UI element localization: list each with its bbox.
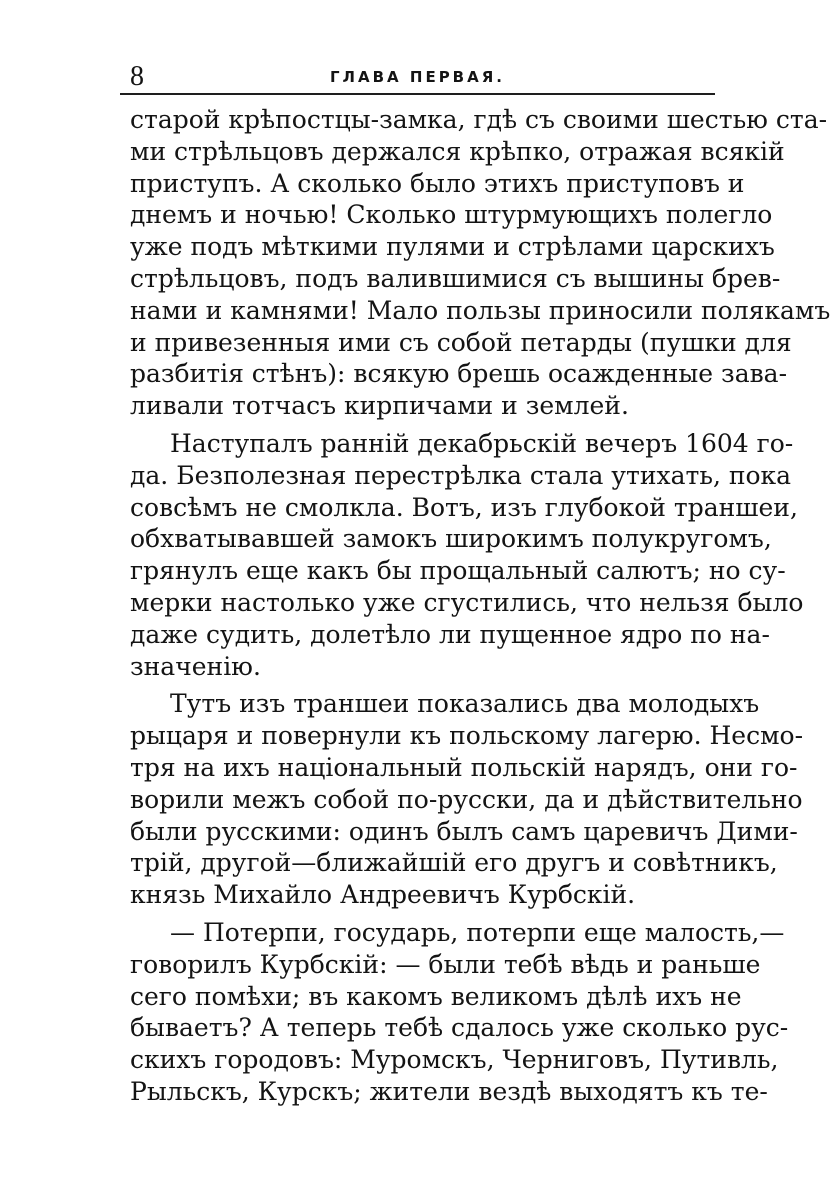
text-line: рыцаря и повернули къ польскому лагерю. Несмо- <box>130 721 804 751</box>
text-line: бываетъ? А теперь тебѣ сдалось уже сколько рус- <box>130 1013 789 1043</box>
text-line: — Потерпи, государь, потерпи еще малость,— <box>170 917 785 947</box>
paragraph <box>130 688 804 911</box>
page-number: 8 <box>130 61 144 92</box>
text-line: приступъ. А сколько было этихъ приступовъ и <box>130 168 745 198</box>
text-line: обхватывавшей замокъ широкимъ полукругомъ, <box>130 524 772 554</box>
text-line: мерки настолько уже сгустились, что нельзя было <box>130 587 804 617</box>
text-line: ливали тотчасъ кирпичами и землей. <box>130 391 629 421</box>
header-rule <box>120 93 715 95</box>
page-header <box>120 60 715 94</box>
text-line: да. Безполезная перестрѣлка стала утихать, пока <box>130 460 792 490</box>
paragraph <box>130 917 789 1108</box>
text-line: говорилъ Курбскій: — были тебѣ вѣдь и раньше <box>130 949 761 979</box>
text-line: ми стрѣльцовъ держался крѣпко, отражая всякій <box>130 136 785 166</box>
text-line: совсѣмъ не смолкла. Вотъ, изъ глубокой траншеи, <box>130 492 798 522</box>
text-line: были русскими: одинъ былъ самъ царевичъ Дими- <box>130 816 798 846</box>
text-line: тря на ихъ національный польскій нарядъ, они го- <box>130 752 798 782</box>
text-body <box>130 104 831 1108</box>
text-line: Тутъ изъ траншеи показались два молодыхъ <box>170 689 760 719</box>
text-line: и привезенныя ими съ собой петарды (пушки для <box>130 327 792 357</box>
text-line: грянулъ еще какъ бы прощальный салютъ; но су- <box>130 556 786 586</box>
text-line: старой крѣпостцы-замка, гдѣ съ своими шестью ста- <box>130 105 828 134</box>
text-line: Рыльскъ, Курскъ; жители вездѣ выходятъ къ те- <box>130 1076 768 1106</box>
text-line: трій, другой—ближайшій его другъ и совѣтникъ, <box>130 848 778 878</box>
text-line: стрѣльцовъ, подъ валившимися съ вышины брев- <box>130 263 781 293</box>
paragraph <box>130 104 831 422</box>
text-line: нами и камнями! Мало пользы приносили полякамъ <box>130 295 831 325</box>
text-line: уже подъ мѣткими пулями и стрѣлами царскихъ <box>130 232 775 262</box>
running-title: ГЛАВА ПЕРВАЯ. <box>330 68 505 86</box>
text-line: значенію. <box>130 651 261 681</box>
text-line: сего помѣхи; въ какомъ великомъ дѣлѣ ихъ не <box>130 981 742 1011</box>
text-line: даже судить, долетѣло ли пущенное ядро по на- <box>130 619 770 649</box>
text-line: скихъ городовъ: Муромскъ, Черниговъ, Путивль, <box>130 1045 779 1075</box>
text-line: днемъ и ночью! Сколько штурмующихъ полегло <box>130 200 773 230</box>
paragraph <box>130 428 804 682</box>
text-line: князь Михайло Андреевичъ Курбскій. <box>130 880 636 910</box>
text-line: Наступалъ ранній декабрьскій вечеръ 1604 го- <box>170 428 794 458</box>
text-line: ворили межъ собой по-русски, да и дѣйствительно <box>130 784 803 814</box>
text-line: разбитія стѣнъ): всякую брешь осажденные зава- <box>130 359 788 389</box>
